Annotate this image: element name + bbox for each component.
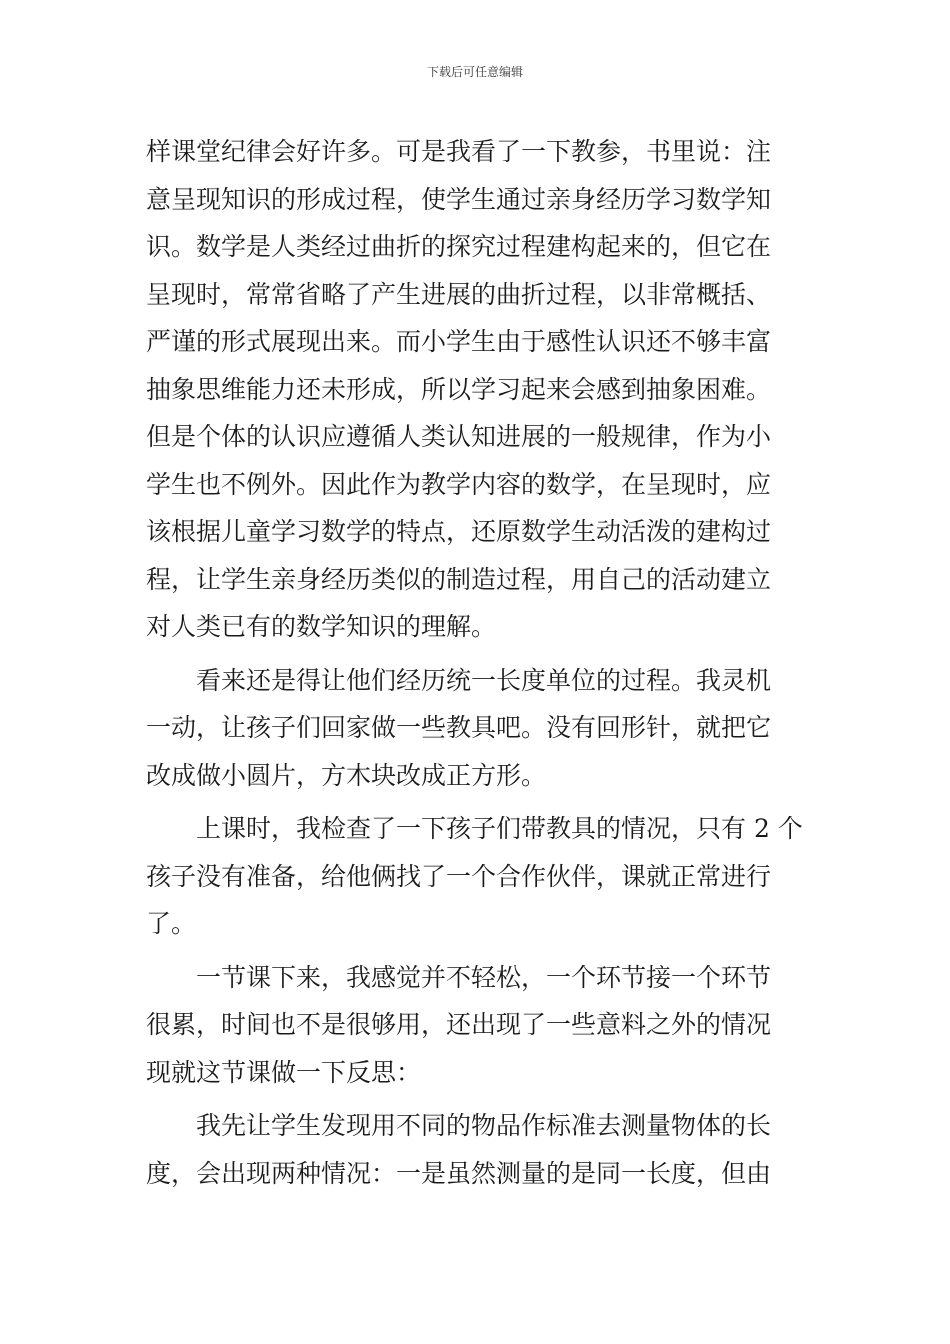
text-line: 改成做小圆片，方木块改成正方形。 xyxy=(146,760,547,790)
text-line: 现就这节课做一下反思： xyxy=(146,1057,422,1087)
text-line: 上课时，我检查了一下孩子们带教具的情况，只有 2 个 xyxy=(196,814,803,843)
text-line: 了。 xyxy=(146,909,197,938)
text-line: 识。数学是人类经过曲折的探究过程建构起来的，但它在 xyxy=(146,232,772,261)
text-line: 呈现时，常常省略了产生进展的曲折过程，以非常概括、 xyxy=(146,279,772,309)
text-line: 该根据儿童学习数学的特点，还原数学生动活泼的建构过 xyxy=(146,517,772,546)
text-line: 对人类已有的数学知识的理解。 xyxy=(146,612,497,641)
paragraph xyxy=(146,128,811,651)
text-line: 学生也不例外。因此作为教学内容的数学，在呈现时，应 xyxy=(146,469,772,499)
text-line: 抽象思维能力还未形成，所以学习起来会感到抽象困难。 xyxy=(146,374,772,404)
text-line: 看来还是得让他们经历统一长度单位的过程。我灵机 xyxy=(196,665,772,695)
text-line: 样课堂纪律会好许多。可是我看了一下教参，书里说：注 xyxy=(146,137,772,166)
text-line: 但是个体的认识应遵循人类认知进展的一般规律，作为小 xyxy=(146,422,772,451)
text-line: 一动，让孩子们回家做一些教具吧。没有回形针，就把它 xyxy=(146,713,772,742)
text-line: 意呈现知识的形成过程，使学生通过亲身经历学习数学知 xyxy=(146,184,772,214)
page-header: 下载后可任意编辑 xyxy=(426,65,523,79)
text-line: 孩子没有准备，给他俩找了一个合作伙伴，课就正常进行 xyxy=(146,861,772,891)
text-line: 度，会出现两种情况：一是虽然测量的是同一长度，但由 xyxy=(146,1158,772,1188)
text-line: 严谨的形式展现出来。而小学生由于感性认识还不够丰富 xyxy=(146,327,772,356)
paragraph xyxy=(146,1102,811,1197)
text-line: 我先让学生发现用不同的物品作标准去测量物体的长 xyxy=(196,1111,772,1140)
text-line: 程，让学生亲身经历类似的制造过程，用自己的活动建立 xyxy=(146,564,772,594)
text-line: 一节课下来，我感觉并不轻松，一个环节接一个环节 xyxy=(196,962,772,992)
paragraph xyxy=(146,805,811,948)
document-body xyxy=(146,128,811,1197)
text-line: 很累，时间也不是很够用，还出现了一些意料之外的情况 xyxy=(146,1010,772,1039)
paragraph xyxy=(146,954,811,1097)
paragraph xyxy=(146,657,811,800)
